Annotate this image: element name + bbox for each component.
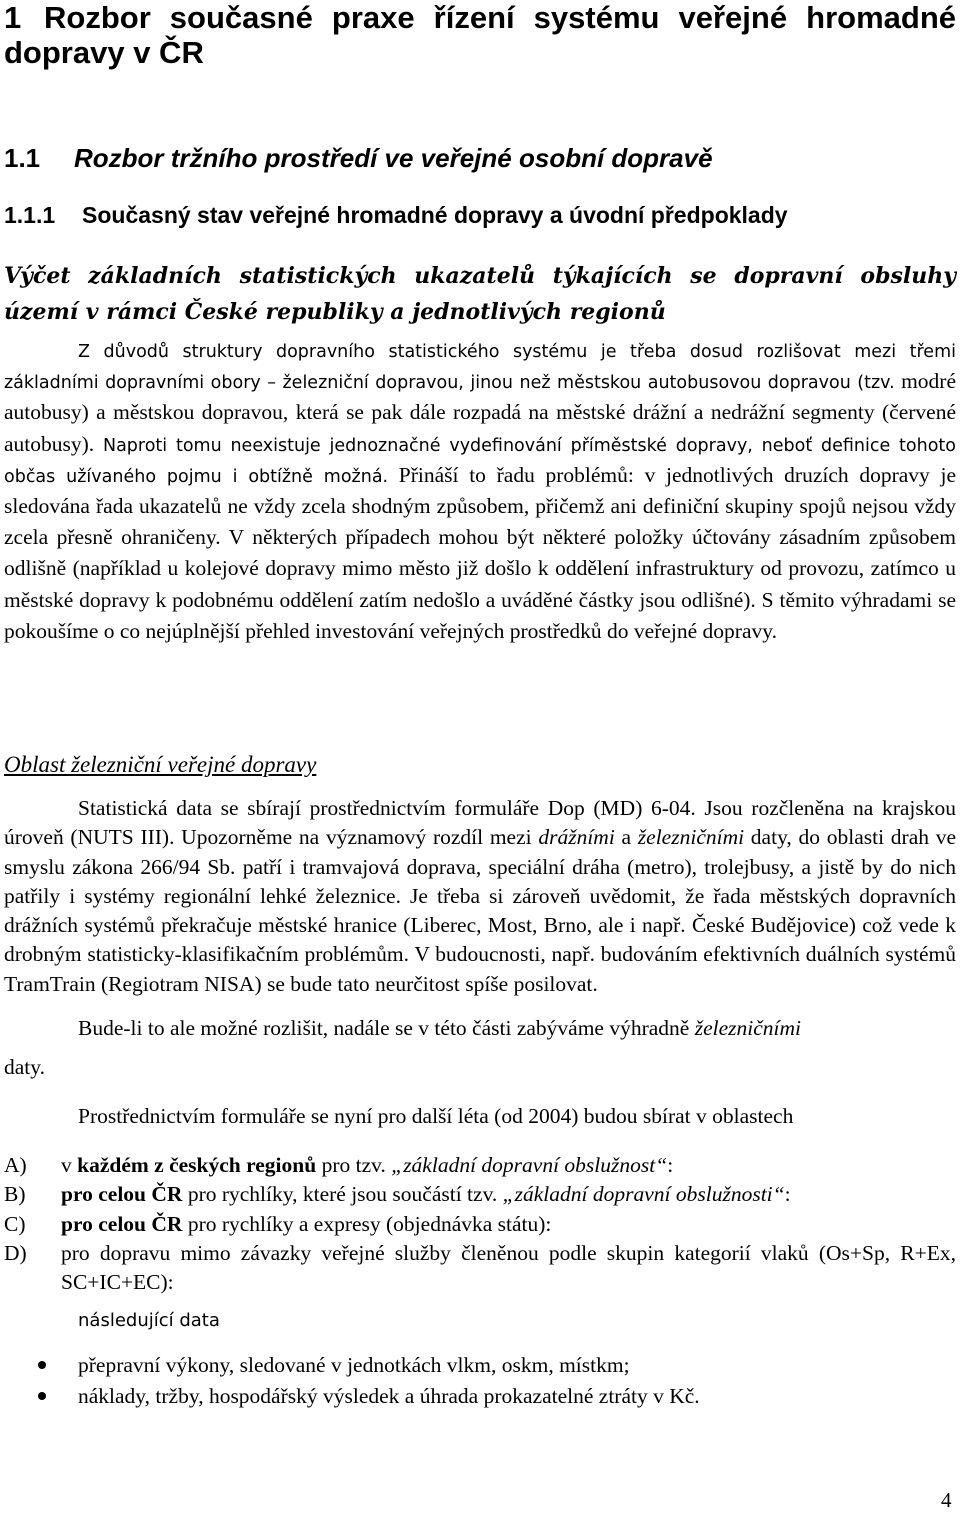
list-letter: C)	[4, 1211, 26, 1236]
paragraph-3: Prostřednictvím formuláře se nyní pro další léta (od 2004) budou sbírat v oblastech	[78, 1103, 794, 1128]
section-title: Oblast železniční veřejné dopravy	[4, 752, 317, 777]
heading-level-2	[4, 142, 713, 174]
list-letter: D)	[4, 1240, 27, 1265]
bullet-text: náklady, tržby, hospodářský výsledek a úhrada prokazatelné ztráty v Kč.	[78, 1384, 700, 1408]
heading-level-3	[4, 200, 788, 230]
bullet-text: přepravní výkony, sledované v jednotkách vlkm, oskm, místkm;	[78, 1353, 630, 1377]
section-body	[4, 794, 956, 1131]
paragraph-2-text-b: daty.	[4, 1055, 45, 1080]
bullet-icon	[4, 1381, 78, 1412]
list-text: pro dopravu mimo závazky veřejné služby členěnou podle skupin kategorií vlaků (Os+Sp, R+Ex, SC+IC+EC):	[61, 1240, 956, 1295]
list-text: pro celou ČR pro rychlíky a expresy (objednávka státu):	[61, 1211, 552, 1236]
paragraph-1-text-b: a	[614, 825, 638, 850]
page-number: 4	[941, 1488, 952, 1512]
bullet-list	[4, 1350, 956, 1412]
bullet-icon	[4, 1350, 78, 1381]
list-item	[4, 1180, 956, 1209]
bullet-item	[4, 1350, 956, 1381]
lettered-list	[4, 1151, 956, 1297]
paragraph-1	[4, 794, 956, 999]
list-text: v každém z českých regionů pro tzv. „základní dopravní obslužnost“:	[61, 1153, 674, 1177]
intro-text-1: Z důvodů struktury dopravního statistického systému je třeba dosud rozlišovat mezi třemi základními dopravními obory – železniční dopravou, jinou než městskou autobusovou dopravou (tzv.	[4, 342, 956, 394]
heading-3-text: Současný stav veřejné hromadné dopravy a úvodní předpoklady	[82, 202, 788, 228]
following-data-label: následující data	[78, 1310, 220, 1331]
paragraph-1-text-c: daty, do oblasti drah ve smyslu zákona 266/94 Sb. patří i tramvajová doprava, speciální dráha (metro), trolejbusy, a jistě by do nich patřily i systémy regionální lehké železnice. Je třeba si zároveň uvědomit, že řada městských dopravních drážních systémů překračuje městské hranice (Liberec, Most, Brno, ale i např. České Budějovice) což vede k drobným statisticky-klasifikačním problémům. V budoucnosti, např. budováním efektivních duálních systémů TramTrain (Regiotram NISA) se bude tato neurčitost spíše posilovat.	[4, 825, 957, 996]
heading-2-number: 1.1	[4, 143, 41, 173]
heading-2-text: Rozbor tržního prostředí ve veřejné osobní dopravě	[74, 143, 713, 173]
paragraph-1-text-a: Statistická data se sbírají prostřednictvím formuláře Dop (MD) 6-04. Jsou rozčleněna na krajskou úroveň (NUTS III). Upozorněme na významový rozdíl mezi	[4, 796, 956, 850]
list-item	[4, 1239, 956, 1298]
paragraph-1-italic-2: železničními	[637, 825, 745, 850]
paragraph-2-italic: železničními	[694, 1016, 802, 1041]
list-letter: A)	[4, 1153, 27, 1177]
intro-text-2: modré autobusy) a městskou dopravou, která se pak dále rozpadá na městské drážní a nedrážní segmenty (červené autobusy).	[4, 369, 956, 456]
list-item	[4, 1210, 956, 1239]
list-letter: B)	[4, 1182, 26, 1207]
intro-text-4: Přináší to řadu problémů: v jednotlivých druzích dopravy je sledována řada ukazatelů ne vždy zcela shodným způsobem, přičemž ani definiční skupiny spojů nejsou vždy zcela přesně ohraničeny. V některých případech mohou být některé položky účtovány zásadním způsobem odlišně (například u kolejové dopravy mimo město již došlo k oddělení infrastruktury od provozu, zatímco u městské dopravy k podobnému oddělení zatím nedošlo a uváděné částky jsou odlišné). S těmito výhradami se pokoušíme o co nejúplnější přehled investování veřejných prostředků do veřejné dopravy.	[4, 462, 956, 643]
paragraph-2	[4, 1014, 956, 1083]
heading-1-text: Rozbor současné praxe řízení systému veřejné hromadné dopravy v ČR	[4, 0, 956, 70]
paragraph-2-text-a: Bude-li to ale možné rozlišit, nadále se v této části zabýváme výhradně	[78, 1016, 695, 1041]
heading-3-number: 1.1.1	[4, 202, 56, 228]
list-item	[4, 1151, 956, 1180]
heading-1-number: 1	[4, 0, 22, 35]
paragraph-1-italic-1: drážními	[538, 825, 615, 850]
heading-level-1	[4, 0, 956, 70]
list-text: pro celou ČR pro rychlíky, které jsou součástí tzv. „základní dopravní obslužnosti“:	[61, 1182, 791, 1207]
heading-level-4: Výčet základních statistických ukazatelů týkajících se dopravní obsluhy území v rámci České republiky a jednotlivých regionů	[4, 263, 956, 325]
intro-text-3: Naproti tomu neexistuje jednoznačné vydefinování příměstské dopravy, neboť definice tohoto občas užívaného pojmu i obtížně možná.	[4, 435, 956, 487]
bullet-item	[4, 1381, 956, 1412]
intro-paragraph	[4, 338, 956, 648]
